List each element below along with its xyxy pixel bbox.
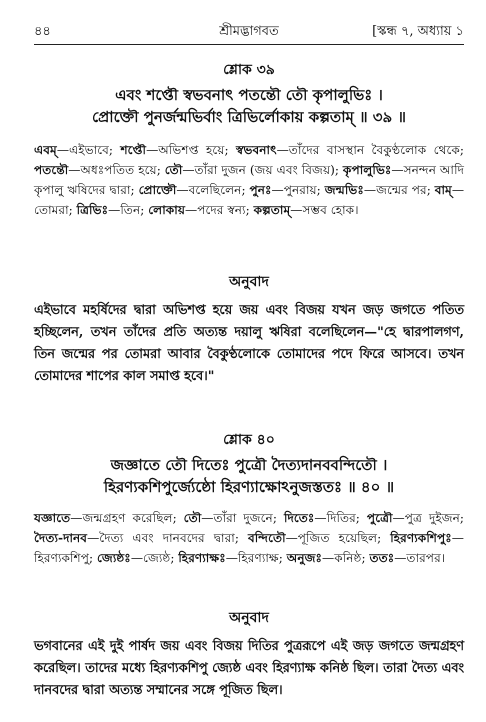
translation-39-block <box>34 270 464 388</box>
synonym-meaning: তোমরা; <box>34 203 77 217</box>
header-rule <box>34 44 464 45</box>
synonym-word: হিরণ্যকশিপুঃ <box>390 531 452 545</box>
synonym-meaning: তাঁদের বাসস্থান বৈকুণ্ঠলোক থেকে; <box>288 143 465 157</box>
translation-heading: অনুবাদ <box>229 274 269 290</box>
synonym-word: দৈত্য-দানব <box>34 531 88 545</box>
synonym-meaning: জ্যেষ্ঠ; <box>143 551 179 565</box>
synonym-meaning: দৈত্য এবং দানবদের দ্বারা; <box>99 531 249 545</box>
synonym-word: শপ্তৌ <box>120 143 147 157</box>
synonym-word: পুত্রৌ <box>366 511 393 525</box>
synonym-meaning: দিতির; <box>326 511 367 525</box>
synonym-meaning: পূজিত হয়েছিল; <box>297 531 391 545</box>
synonym-word: ততঃ <box>369 551 395 565</box>
synonym-word: হিরণ্যাক্ষঃ <box>178 551 226 565</box>
verse-line: এবং শপ্তৌ স্বভবনাৎ পতন্তৌ তৌ কৃপালুভিঃ । <box>115 86 383 104</box>
synonym-meaning: তিন; <box>120 203 149 217</box>
verse-line: জজ্ঞাতে তৌ দিতেঃ পুত্রৌ দৈত্যদানববন্দিতৌ । <box>110 456 388 474</box>
synonym-word: পুনঃ <box>249 183 272 197</box>
synonym-word: পতন্তৌ <box>34 163 69 177</box>
synonym-meaning: অধঃপতিত হয়ে; <box>80 163 165 177</box>
synonym-meaning: তাঁরা দুজন (জয় এবং বিজয়); <box>194 163 343 177</box>
synonym-meaning: তারপর। <box>406 551 446 565</box>
synonyms-39: এবম্—এইভাবে; শপ্তৌ—অভিশপ্ত হয়ে; স্বভবনাৎ—তাঁদের বাসস্থান বৈকুণ্ঠলোক থেকে; পতন্তৌ—অধঃপতিত হয়ে; তৌ—তাঁরা দুজন (জয় এবং বিজয়); কৃপালুভিঃ—সনন্দন আদি কৃপালু ঋষিদের দ্বারা; প্রোক্তৌ—বলেছিলেন; পুনঃ—পুনরায়; জন্মভিঃ—জন্মের পর; বাম্—তোমরা; ত্রিভিঃ—তিন; লোকায়—পদের স্বন্য; কল্পতাম্—সম্ভব হোক। <box>34 143 465 217</box>
synonym-word: ত্রিভিঃ <box>76 203 109 217</box>
book-title: শ্রীমদ্ভাগবত <box>219 24 279 39</box>
page-header <box>34 22 464 42</box>
synonym-word: দিতেঃ <box>283 511 315 525</box>
verse-40-block <box>34 428 464 498</box>
synonym-word: লোকায় <box>148 203 186 217</box>
synonym-word: বাম্ <box>434 183 452 197</box>
translation-text: ভগবানের এই দুই পার্ষদ জয় এবং বিজয় দিতির পুত্ররূপে এই জড় জগতে জন্মগ্রহণ করেছিল। তাদের মধ্যে হিরণ্যকশিপু জ্যেষ্ঠ এবং হিরণ্যাক্ষ কনিষ্ঠ ছিল। তারা দৈত্য এবং দানবদের দ্বারা অত্যন্ত সম্মানের সঙ্গে পূজিত ছিল। <box>34 639 464 698</box>
synonym-meaning: সনন্দন আদি কৃপালু ঋষিদের দ্বারা; <box>34 163 464 197</box>
verse-heading: শ্লোক ৪০ <box>223 432 275 448</box>
synonym-word: তৌ <box>183 511 202 525</box>
translation-40-block <box>34 606 464 702</box>
verse-heading: শ্লোক ৩৯ <box>223 62 275 78</box>
verse-39-block <box>34 58 464 128</box>
synonym-meaning: পদের স্বন্য; <box>197 203 254 217</box>
synonym-meaning: হিরণ্যকশিপু; <box>34 551 97 565</box>
synonym-word: কৃপালুভিঃ <box>342 163 392 177</box>
synonym-meaning: তাঁরা দুজনে; <box>213 511 284 525</box>
synonym-meaning: জন্মের পর; <box>376 183 435 197</box>
synonym-word: এবম্ <box>34 143 57 157</box>
translation-heading: অনুবাদ <box>229 610 269 626</box>
synonym-word: জন্মভিঃ <box>324 183 364 197</box>
synonym-word: বন্দিতৌ <box>248 531 286 545</box>
synonym-meaning: হিরণ্যাক্ষ; <box>237 551 287 565</box>
synonyms-40: যজ্ঞাতে—জন্মগ্রহণ করেছিল; তৌ—তাঁরা দুজনে; দিতেঃ—দিতির; পুত্রৌ—পুত্র দুইজন; দৈত্য-দানব—দৈত্য এবং দানবদের দ্বারা; বন্দিতৌ—পূজিত হয়েছিল; হিরণ্যকশিপুঃ—হিরণ্যকশিপু; জ্যেষ্ঠঃ—জ্যেষ্ঠ; হিরণ্যাক্ষঃ—হিরণ্যাক্ষ; অনুজঃ—কনিষ্ঠ; ততঃ—তারপর। <box>34 511 464 565</box>
chapter-location: [স্কন্ধ ৭, অধ্যায় ১ <box>372 24 464 39</box>
synonym-word: তৌ <box>164 163 183 177</box>
synonym-word: অনুজঃ <box>286 551 323 565</box>
synonym-word: জ্যেষ্ঠঃ <box>96 551 131 565</box>
page-number: ৪৪ <box>34 24 51 39</box>
synonym-word: প্রোক্তৌ <box>138 183 177 197</box>
synonym-word: কল্পতাম্ <box>253 203 291 217</box>
synonym-meaning: বলেছিলেন; <box>188 183 250 197</box>
synonym-meaning: জন্মগ্রহণ করেছিল; <box>82 511 184 525</box>
synonym-meaning: অভিশপ্ত হয়ে; <box>158 143 236 157</box>
synonym-word: স্বভবনাৎ <box>236 143 277 157</box>
synonym-meaning: কনিষ্ঠ; <box>334 551 370 565</box>
synonym-meaning: পুত্র দুইজন; <box>404 511 464 525</box>
synonym-meaning: সম্ভব হোক। <box>302 203 359 217</box>
synonym-word: যজ্ঞাতে <box>34 511 71 525</box>
translation-text: এইভাবে মহর্ষিদের দ্বারা অভিশপ্ত হয়ে জয় এবং বিজয় যখন জড় জগতে পতিত হচ্ছিলেন, তখন তাঁদের প্রতি অত্যন্ত দয়ালু ঋষিরা বলেছিলেন—"হে দ্বারপালগণ, তিন জন্মের পর তোমরা আবার বৈকুণ্ঠলোকে তোমাদের পদে ফিরে আসবে। তখন তোমাদের শাপের কাল সমাপ্ত হবে।" <box>34 303 464 384</box>
synonym-meaning: এইভাবে; <box>69 143 121 157</box>
synonym-meaning: পুনরায়; <box>283 183 325 197</box>
verse-line: হিরণ্যকশিপুর্জ্যেষ্ঠো হিরণ্যাক্ষোঽনুজস্ততঃ ॥ ৪০ ॥ <box>103 478 395 496</box>
verse-line: প্রোক্তৌ পুনর্জন্মভির্বাং ত্রিভির্লোকায় কল্পতাম্ ॥ ৩৯ ॥ <box>92 108 406 126</box>
